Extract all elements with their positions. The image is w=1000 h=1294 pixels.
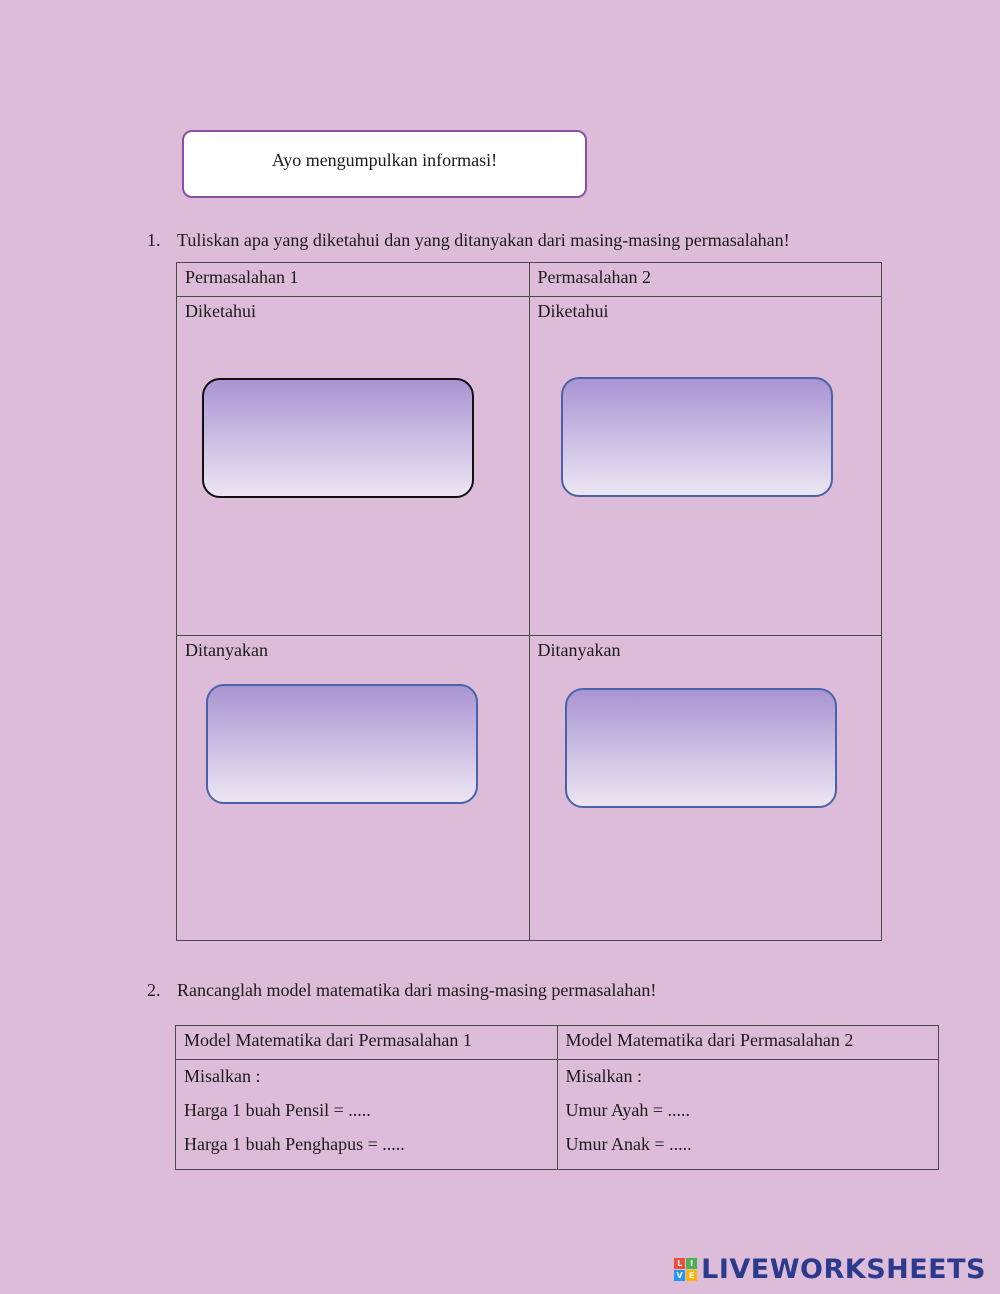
logo-letter: I	[686, 1258, 697, 1269]
model-2-line: Misalkan :	[565, 1066, 642, 1086]
logo-mark-icon	[674, 1258, 697, 1281]
problem-1-header: Permasalahan 1	[177, 263, 530, 297]
question-2-table	[175, 1025, 939, 1170]
model-1-cell	[176, 1060, 558, 1170]
question-2-number: 2.	[147, 980, 161, 1000]
question-1-table	[176, 262, 882, 941]
model-1-line: Harga 1 buah Pensil = .....	[184, 1100, 371, 1120]
known-label-2: Diketahui	[537, 301, 609, 321]
question-2-text: Rancanglah model matematika dari masing-masing permasalahan!	[177, 980, 657, 1000]
model-2-cell	[557, 1060, 939, 1170]
asked-answer-input-1[interactable]	[206, 684, 478, 804]
logo-letter: L	[674, 1258, 685, 1269]
logo-letter: V	[674, 1270, 685, 1281]
known-answer-input-1[interactable]	[202, 378, 474, 498]
model-2-header: Model Matematika dari Permasalahan 2	[557, 1026, 939, 1060]
known-answer-input-2[interactable]	[561, 377, 833, 497]
logo-letter: E	[686, 1270, 697, 1281]
asked-answer-input-2[interactable]	[565, 688, 837, 808]
model-1-header: Model Matematika dari Permasalahan 1	[176, 1026, 558, 1060]
known-label-1: Diketahui	[185, 301, 256, 321]
question-1-text: Tuliskan apa yang diketahui dan yang ditanyakan dari masing-masing permasalahan!	[177, 230, 790, 250]
question-1-number: 1.	[147, 230, 161, 250]
asked-label-2: Ditanyakan	[537, 640, 621, 660]
section-title-box	[182, 130, 587, 198]
model-2-line: Umur Ayah = .....	[565, 1100, 690, 1120]
model-1-line: Misalkan :	[184, 1066, 261, 1086]
section-title: Ayo mengumpulkan informasi!	[271, 150, 498, 170]
asked-label-1: Ditanyakan	[185, 640, 268, 660]
model-1-line: Harga 1 buah Penghapus = .....	[184, 1134, 405, 1154]
logo-text: LIVEWORKSHEETS	[701, 1253, 986, 1285]
liveworksheets-logo	[674, 1252, 986, 1286]
problem-2-header: Permasalahan 2	[529, 263, 882, 297]
model-2-line: Umur Anak = .....	[565, 1134, 692, 1154]
